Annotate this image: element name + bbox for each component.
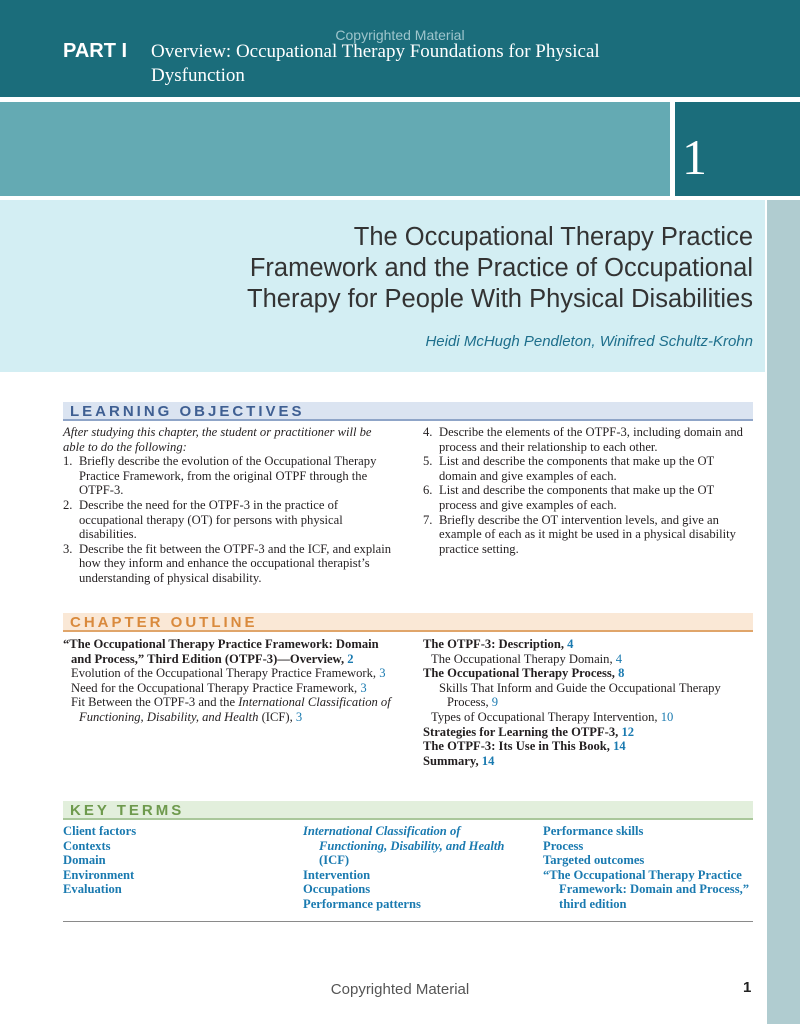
- outline-page-link[interactable]: 12: [621, 724, 635, 739]
- chapter-title: [153, 222, 753, 315]
- watermark-top: Copyrighted Material: [335, 27, 465, 43]
- outline-page-link[interactable]: 3: [360, 680, 367, 695]
- objective-item: 5. List and describe the components that make up the OT domain and give examples of each.: [423, 454, 715, 483]
- outline-page-link[interactable]: 4: [567, 637, 574, 651]
- chapter-title-line: Framework and the Practice of Occupational: [249, 254, 753, 282]
- key-term[interactable]: Environment: [63, 867, 135, 882]
- chapter-outline-right-column: [423, 637, 753, 768]
- outline-page-link[interactable]: 10: [660, 709, 674, 724]
- objective-item: 7. Briefly describe the OT intervention levels, and give an example of each as it might be used in a physical disability practice setting.: [423, 512, 736, 556]
- learning-objectives-left-column: [63, 425, 395, 586]
- chapter-authors: Heidi McHugh Pendleton, Winifred Schultz-Krohn: [425, 333, 753, 350]
- key-term[interactable]: Evaluation: [63, 882, 122, 897]
- objectives-intro: After studying this chapter, the student or practitioner will be able to do the following:: [63, 425, 372, 454]
- outline-entry: Need for the Occupational Therapy Practice Framework, 3: [71, 680, 367, 695]
- outline-entry: The Occupational Therapy Domain, 4: [431, 651, 623, 666]
- outline-entry: Evolution of the Occupational Therapy Practice Framework, 3: [71, 666, 386, 681]
- key-terms-column-3: [543, 824, 753, 912]
- chapter-outline-left-column: [63, 637, 397, 725]
- part-title: Overview: Occupational Therapy Foundations for Physical Dysfunction: [151, 41, 600, 86]
- watermark-bottom: Copyrighted Material: [330, 981, 470, 998]
- key-term[interactable]: Targeted outcomes: [543, 853, 645, 868]
- key-term[interactable]: Performance skills: [543, 824, 644, 838]
- chapter-number: 1: [682, 129, 707, 185]
- outline-entry: The OTPF-3: Its Use in This Book, 14: [423, 739, 626, 754]
- key-terms-column-1: [63, 824, 283, 897]
- outline-entry: The OTPF-3: Description, 4: [423, 637, 574, 651]
- key-term[interactable]: International Classification of Functioning, Disability, and Health (ICF): [303, 824, 505, 868]
- key-term[interactable]: “The Occupational Therapy Practice Framework: Domain and Process,” third edition: [543, 867, 750, 911]
- outline-page-link[interactable]: 8: [618, 666, 625, 681]
- outline-page-link[interactable]: 4: [615, 651, 623, 666]
- outline-page-link[interactable]: 14: [613, 739, 626, 754]
- key-terms-column-2: [303, 824, 523, 912]
- outline-page-link[interactable]: 2: [347, 651, 354, 666]
- outline-entry: “The Occupational Therapy Practice Framework: Domain and Process,” Third Edition (OTPF-3)—Overview, 2: [63, 637, 379, 666]
- objective-item: 3. Describe the fit between the OTPF-3 and the ICF, and explain how they inform and enhance the occupational therapist’s understanding of physical disability.: [63, 541, 392, 585]
- key-term[interactable]: Process: [543, 838, 584, 853]
- key-term[interactable]: Occupations: [303, 882, 371, 897]
- side-strip: [767, 200, 800, 1024]
- outline-page-link[interactable]: 3: [295, 709, 303, 724]
- learning-objectives-heading: LEARNING OBJECTIVES: [63, 402, 753, 421]
- objective-item: 1. Briefly describe the evolution of the Occupational Therapy Practice Framework, from the original OTPF through the OTPF-3.: [63, 454, 377, 498]
- page-number: 1: [743, 979, 752, 996]
- outline-page-link[interactable]: 3: [379, 666, 386, 681]
- chapter-title-line: The Occupational Therapy Practice: [353, 223, 753, 251]
- key-term[interactable]: Domain: [63, 853, 106, 868]
- outline-entry: Fit Between the OTPF-3 and the International Classification of Functioning, Disability, and Health (ICF), 3: [71, 695, 391, 724]
- chapter-banner: [0, 102, 670, 196]
- chapter-outline-heading: CHAPTER OUTLINE: [63, 613, 753, 632]
- key-term[interactable]: Contexts: [63, 838, 111, 853]
- outline-entry: Skills That Inform and Guide the Occupational Therapy Process, 9: [439, 680, 721, 710]
- outline-entry: Summary, 14: [423, 753, 495, 768]
- key-term[interactable]: Performance patterns: [303, 896, 421, 911]
- key-term[interactable]: Client factors: [63, 824, 137, 838]
- outline-page-link[interactable]: 9: [491, 695, 499, 710]
- section-divider: [63, 921, 753, 922]
- objective-item: 2. Describe the need for the OTPF-3 in the practice of occupational therapy (OT) for persons with physical disabilities.: [63, 497, 343, 542]
- learning-objectives-right-column: [423, 425, 753, 556]
- key-term[interactable]: Intervention: [303, 867, 371, 882]
- outline-entry: Strategies for Learning the OTPF-3, 12: [423, 724, 635, 739]
- key-terms-heading: KEY TERMS: [63, 801, 753, 820]
- objective-item: 4. Describe the elements of the OTPF-3, including domain and process and their relationship to each other.: [423, 425, 743, 454]
- part-label: PART I: [63, 40, 128, 62]
- outline-page-link[interactable]: 14: [481, 753, 495, 768]
- chapter-title-line: Therapy for People With Physical Disabilities: [247, 285, 753, 313]
- objective-item: 6. List and describe the components that make up the OT process and give examples of each.: [423, 483, 715, 512]
- outline-entry: The Occupational Therapy Process, 8: [423, 666, 625, 681]
- outline-entry: Types of Occupational Therapy Intervention, 10: [431, 709, 674, 724]
